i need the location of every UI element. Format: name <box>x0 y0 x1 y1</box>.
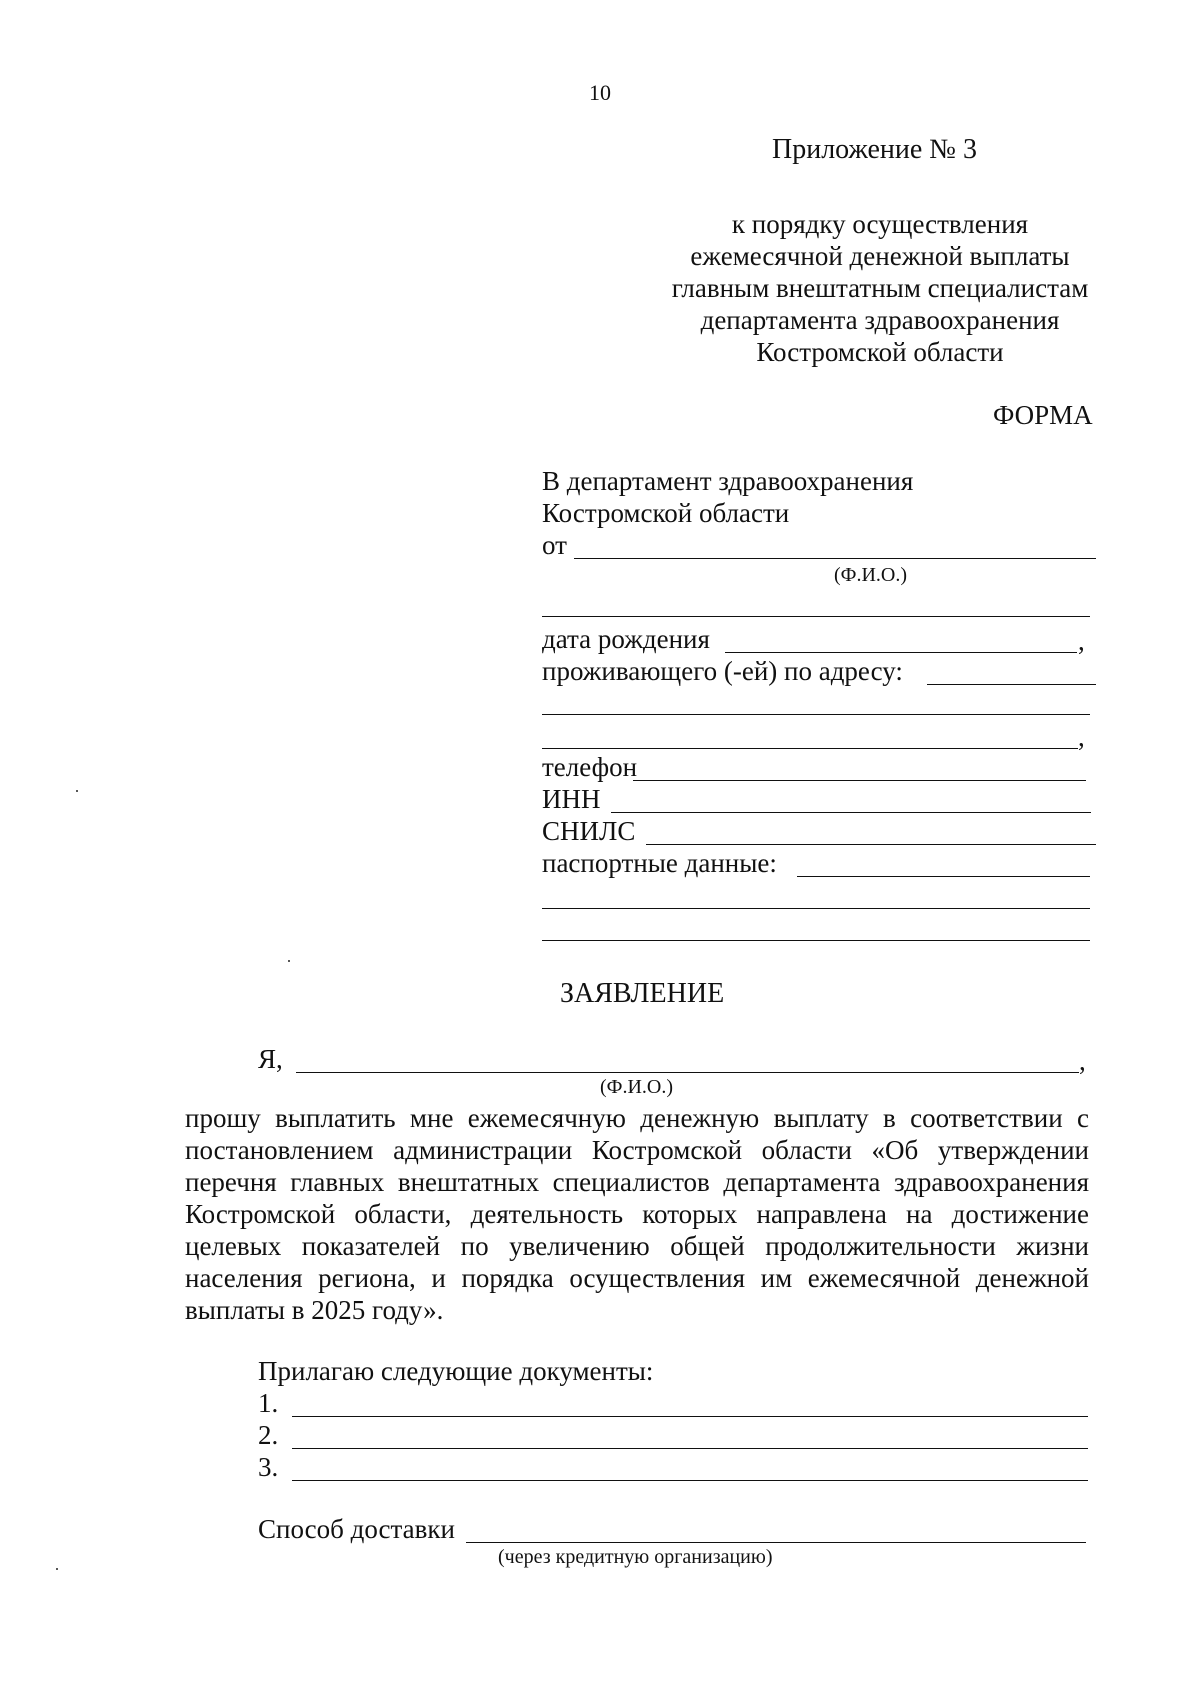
delivery-hint: (через кредитную организацию) <box>498 1546 773 1568</box>
inn-field-line[interactable] <box>611 812 1091 813</box>
applicant-fio-field-line[interactable] <box>296 1072 1079 1073</box>
applicant-fio-hint: (Ф.И.О.) <box>600 1076 674 1098</box>
fio-extra-line[interactable] <box>542 616 1090 617</box>
statement-title: ЗАЯВЛЕНИЕ <box>560 978 725 1009</box>
snils-field-line[interactable] <box>646 844 1096 845</box>
passport-field-line-2[interactable] <box>542 908 1090 909</box>
statement-body: прошу выплатить мне ежемесячную денежную выплату в соответствии с постановлением администрации Костромской области «Об утверждении перечня главных внештатных специалистов департамента здравоохранения Костромской области, деятельность которых направлена на достижение целевых показателей по увеличению общей продолжительности жизни населения региона, и порядка осуществления им ежемесячной денежной выплаты в 2025 году». <box>185 1103 1089 1325</box>
i-label: Я, <box>258 1044 283 1074</box>
attachment-number-3: 3. <box>258 1452 279 1482</box>
passport-field-line-3[interactable] <box>542 940 1090 941</box>
form-label: ФОРМА <box>993 400 1093 430</box>
appendix-subtitle-line: департамента здравоохранения <box>700 305 1060 335</box>
phone-label: телефон <box>542 752 638 782</box>
birth-date-comma: , <box>1078 626 1085 656</box>
birth-date-field-line[interactable] <box>725 652 1077 653</box>
appendix-subtitle-line: главным внештатным специалистам <box>671 273 1089 303</box>
delivery-label: Способ доставки <box>258 1514 455 1544</box>
appendix-subtitle-line: к порядку осуществления <box>731 209 1029 239</box>
addressee-line1: В департамент здравоохранения <box>542 466 914 496</box>
scan-speck <box>76 790 78 792</box>
delivery-field-line[interactable] <box>466 1542 1086 1543</box>
address-field-line[interactable] <box>927 684 1096 685</box>
attachment-number-1: 1. <box>258 1388 279 1418</box>
passport-label: паспортные данные: <box>542 848 777 878</box>
attachment-number-2: 2. <box>258 1420 279 1450</box>
attachments-label: Прилагаю следующие документы: <box>258 1356 654 1386</box>
appendix-subtitle-line: Костромской области <box>756 337 1004 367</box>
appendix-title: Приложение № 3 <box>772 134 977 165</box>
passport-field-line[interactable] <box>797 876 1090 877</box>
scan-speck <box>56 1568 58 1570</box>
address-comma: , <box>1078 722 1085 752</box>
appendix-subtitle <box>650 208 1110 368</box>
snils-label: СНИЛС <box>542 816 636 846</box>
birth-date-label: дата рождения <box>542 624 710 654</box>
page-number: 10 <box>589 80 611 105</box>
addressee-line2: Костромской области <box>542 498 790 528</box>
address-field-line-3[interactable] <box>542 748 1078 749</box>
phone-field-line[interactable] <box>633 780 1086 781</box>
appendix-subtitle-line: ежемесячной денежной выплаты <box>690 241 1070 271</box>
fio-hint: (Ф.И.О.) <box>834 564 908 586</box>
attachment-field-line-2[interactable] <box>292 1448 1088 1449</box>
attachment-field-line-1[interactable] <box>292 1416 1088 1417</box>
scan-speck <box>288 960 290 962</box>
from-label: от <box>542 530 567 560</box>
inn-label: ИНН <box>542 784 601 814</box>
fio-field-line[interactable] <box>574 558 1096 559</box>
address-label: проживающего (-ей) по адресу: <box>542 656 903 686</box>
address-field-line-2[interactable] <box>542 714 1090 715</box>
attachment-field-line-3[interactable] <box>292 1480 1088 1481</box>
applicant-fio-comma: , <box>1079 1046 1086 1076</box>
